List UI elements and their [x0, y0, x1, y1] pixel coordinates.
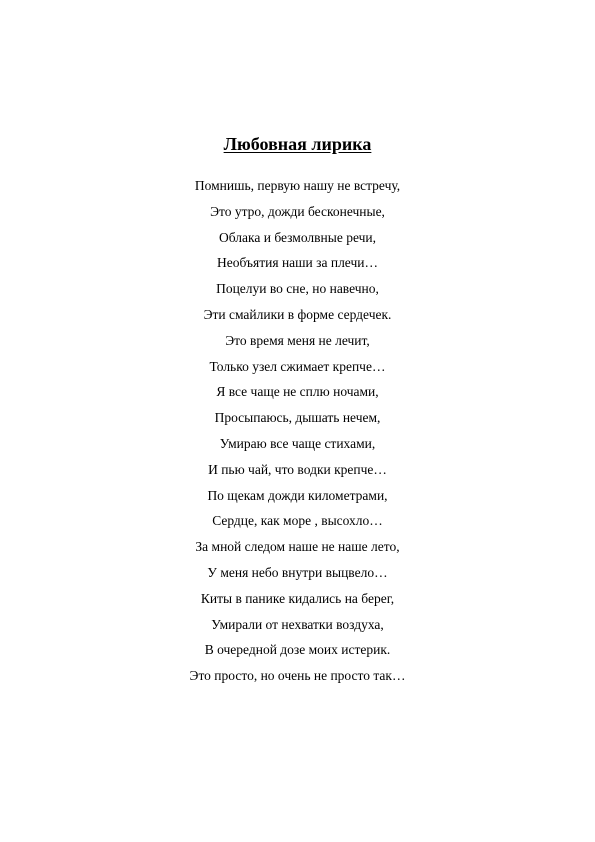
poem-line-12: И пью чай, что водки крепче…	[208, 461, 387, 477]
poem-line-4: Необъятия наши за плечи…	[217, 255, 378, 271]
poem-line-2: Это утро, дожди бесконечные,	[210, 203, 385, 219]
poem-line-5: Поцелуи во сне, но навечно,	[216, 281, 379, 297]
poem-line-7: Это время меня не лечит,	[225, 332, 370, 348]
poem-title: Любовная лирика	[223, 134, 372, 154]
poem-line-1: Помнишь, первую нашу не встречу,	[194, 178, 401, 193]
poem-line-19: В очередной дозе моих истерик.	[204, 642, 391, 658]
poem-line-3: Облака и безмолвные речи,	[218, 229, 376, 245]
poem-line-14: Сердце, как море , высохло…	[212, 513, 383, 529]
poem-line-8: Только узел сжимает крепче…	[209, 358, 386, 374]
poem-line-11: Умираю все чаще стихами,	[219, 435, 376, 451]
poem-line-9: Я все чаще не сплю ночами,	[216, 384, 379, 400]
poem-line-17: Киты в панике кидались на берег,	[200, 590, 395, 606]
poem-body	[0, 173, 595, 689]
poem-line-6: Эти смайлики в форме сердечек.	[203, 306, 392, 322]
poem-line-15: За мной следом наше не наше лето,	[195, 539, 400, 555]
poem-line-13: По щекам дожди километрами,	[207, 487, 388, 503]
poem-line-10: Просыпаюсь, дышать нечем,	[214, 410, 381, 426]
poem-line-16: У меня небо внутри выцвело…	[207, 564, 388, 580]
poem-line-18: Умирали от нехватки воздуха,	[211, 616, 384, 632]
poem-line-20: Это просто, но очень не просто так…	[189, 668, 406, 684]
